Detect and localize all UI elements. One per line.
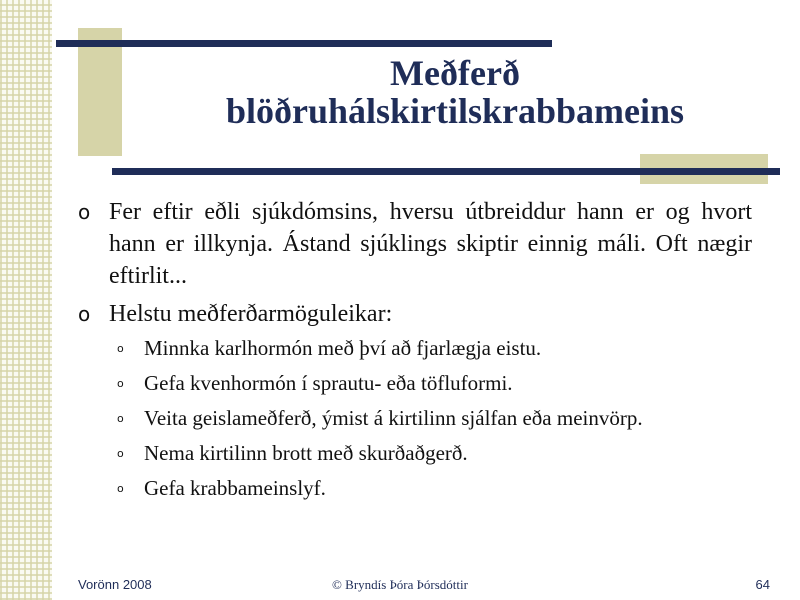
sub-bullet-circle-icon: o — [117, 342, 124, 355]
sub-bullet-list — [78, 336, 752, 501]
bullet-item — [78, 196, 752, 292]
bullet-circle-icon: o — [78, 302, 91, 326]
sub-bullet-text: Minnka karlhormón með því að fjarlægja eistu. — [144, 336, 542, 360]
bottom-rule-line — [112, 168, 780, 175]
sub-bullet-text: Gefa kvenhormón í sprautu- eða töfluformi. — [144, 371, 513, 395]
sub-bullet-item — [78, 406, 752, 431]
sub-bullet-item — [78, 336, 752, 361]
sub-bullet-text: Gefa krabbameinslyf. — [144, 476, 326, 500]
bullet-text: Helstu meðferðarmöguleikar: — [109, 301, 393, 327]
slide-title — [130, 54, 780, 130]
footer-term: Vorönn 2008 — [78, 577, 152, 592]
sub-bullet-circle-icon: o — [117, 377, 124, 390]
sub-bullet-circle-icon: o — [117, 482, 124, 495]
footer-page-number: 64 — [755, 577, 770, 592]
sub-bullet-text: Veita geislameðferð, ýmist á kirtilinn sjálfan eða meinvörp. — [144, 406, 643, 430]
slide-content — [78, 196, 752, 511]
sub-bullet-circle-icon: o — [117, 447, 124, 460]
sub-bullet-item — [78, 441, 752, 466]
sub-bullet-item — [78, 476, 752, 501]
bullet-circle-icon: o — [78, 200, 91, 224]
bullet-item — [78, 298, 752, 330]
slide-title-line-1: Meðferð — [390, 53, 520, 93]
footer-copyright: © Bryndís Þóra Þórsdóttir — [332, 577, 468, 592]
bullet-text: Fer eftir eðli sjúkdómsins, hversu útbreiddur hann er og hvort hann er illkynja. Ástand sjúklings skiptir einnig máli. Oft nægir eftirlit... — [109, 199, 752, 289]
sub-bullet-item — [78, 371, 752, 396]
side-pattern-decoration — [0, 0, 52, 600]
slide-title-line-2: blöðruhálskirtilskrabbameins — [225, 91, 685, 131]
top-rule-line — [56, 40, 552, 47]
tan-block-decoration — [78, 28, 122, 156]
sub-bullet-text: Nema kirtilinn brott með skurðaðgerð. — [144, 441, 468, 465]
sub-bullet-circle-icon: o — [117, 412, 124, 425]
